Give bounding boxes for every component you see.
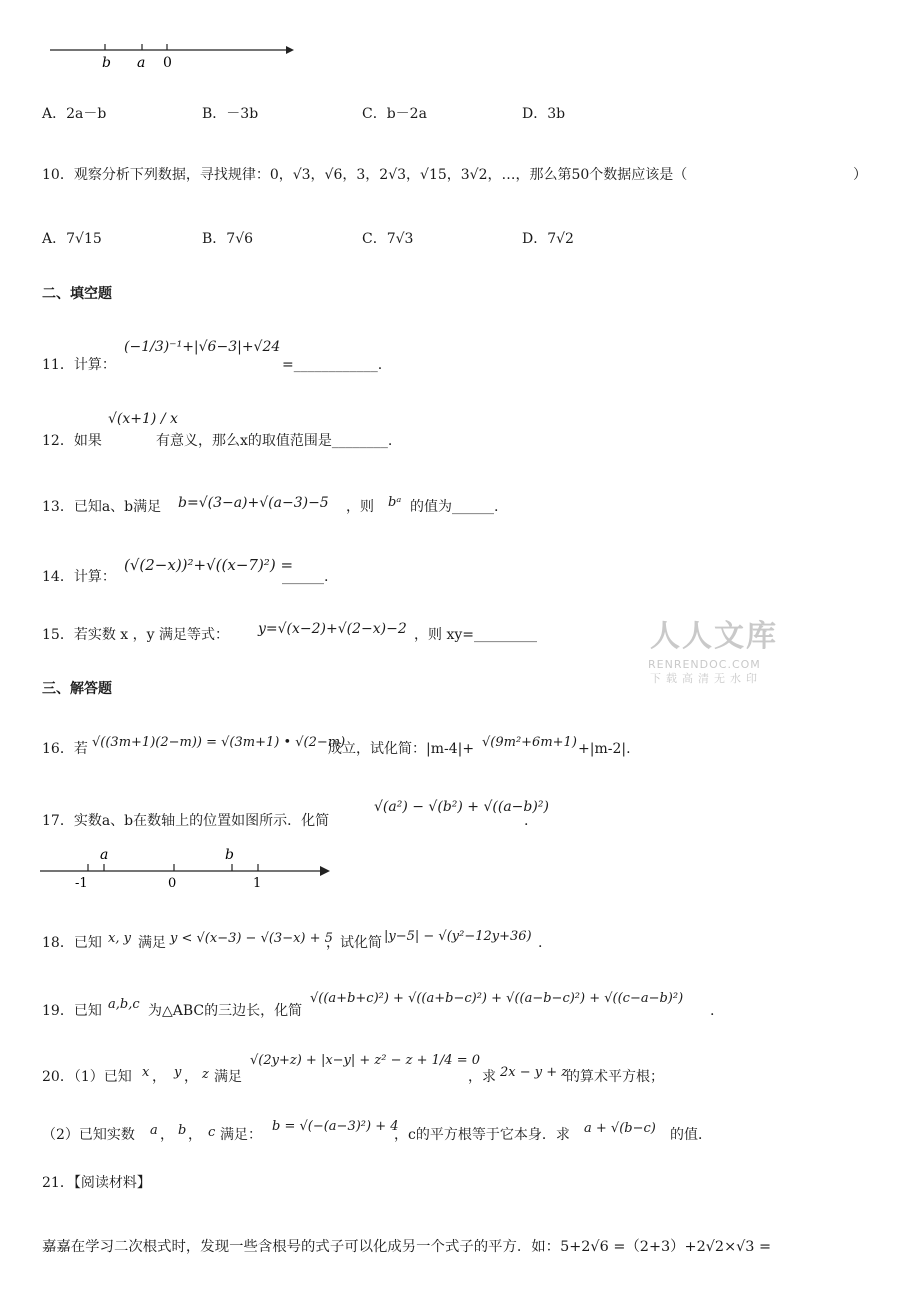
number-line-2-tick-minus1: -1 <box>75 876 88 891</box>
q20-1-var-z: z <box>202 1067 209 1082</box>
q19-expression: √((a+b+c)²) + √((a+b−c)²) + √((a−b−c)²) + √((c−a−b)²) <box>310 991 684 1006</box>
number-line-1-label-a: a <box>137 55 146 71</box>
q20-1-condition: √(2y+z) + |x−y| + z² − z + 1/4 = 0 <box>250 1053 481 1068</box>
q20-1-expression: 2x − y + z <box>500 1065 569 1080</box>
q21-paragraph: 嘉嘉在学习二次根式时，发现一些含根号的式子可以化成另一个式子的平方．如：5+2√6 =（2+3）+2√2×√3 = <box>42 1239 772 1255</box>
q20-2-mid: ，c的平方根等于它本身．求 <box>394 1127 570 1143</box>
q16-mid: 成立，试化简：|m-4|+ <box>328 741 475 757</box>
q12-number: 12．如果 <box>42 433 102 449</box>
number-line-1-label-b: b <box>102 55 111 71</box>
q21-title: 21．【阅读材料】 <box>42 1175 151 1191</box>
q18-tail: . <box>538 935 543 951</box>
q18-condition: y < √(x−3) − √(3−x) + 5 <box>170 931 333 946</box>
number-line-2-tick-0: 0 <box>168 876 177 891</box>
q16-expression: √((3m+1)(2−m)) = √(3m+1) • √(2−m) <box>92 735 346 750</box>
number-line-2-point-b: b <box>225 847 234 863</box>
q10-stem: 10．观察分析下列数据，寻找规律：0，√3，√6，3，2√3，√15，3√2，…，那么第50个数据应该是（ <box>42 167 688 183</box>
q20-2-expression: a + √(b−c) <box>584 1121 656 1136</box>
q20-2-condition: b = √(−(a−3)²) + 4 <box>272 1119 399 1134</box>
q17-tail: . <box>524 813 529 829</box>
q16-number: 16．若 <box>42 741 88 757</box>
watermark-slogan: 下载高清无水印 <box>650 672 762 685</box>
q20-1-number: 20．（1）已知 <box>42 1069 132 1085</box>
q18-satisfy: 满足 <box>138 935 166 951</box>
document-page: b a 0 A．2a－b B．－3b C．b－2a D．3b 10．观察分析下列数据，寻找规律：0，√3，√6，3，2√3，√15，3√2，…，那么第50个数据应该是（ ） A．7√15 B．7√6 C．7√3 D．7√2 二、填空题 11．计算： (−1/3)⁻¹+|√6−3|+√24 =____________. 12．如果 √(x+1) / x 有意义，那么x的取值范围是________. 13．已知a、b满足 b=√(3−a)+√(a−3)−5 ，则 bᵃ 的值为______. 14．计算： (√(2−x))²+√((x−7)²) = ______. 15．若实数 x ，y 满足等式： y=√(x−2)+√(2−x)−2 ，则 xy=_________ 人人文库 RENRENDOC.COM 下载高清无水印 三、解答题 16．若 √((3m+1)(2−m)) = √(3m+1) • √(2−m) 成立，试化简：|m-4|+ √(9m²+6m+1) +|m-2|. 17．实数a、b在数轴上的位置如图所示．化简 √(a²) − √(b²) + √((a−b)²) . a b -1 0 1 18．已知 x, y 满足 y < √(x−3) − √(3−x) + 5 ，试化简 |y−5| − √(y²−12y+36) . 19．已知 a,b,c 为△ABC的三边长，化简 √((a+b+c)²) + √((a+b−c)²) + √((a−b−c)²) + √((c−a−b)²) . 20．（1）已知 x ， y ， z 满足 √(2y+z) + |x−y| + z² − z + 1/4 = 0 ，求 2x − y + z 的算术平方根； （2）已知实数 a ， b ， c 满足： b = √(−(a−3)²) + 4 ，c的平方根等于它本身．求 a + √(b−c) 的值． 21．【阅读材料】 嘉嘉在学习二次根式时，发现一些含根号的式子可以化成另一个式子的平方．如：5+2√6 =（2+3）+2√2×√3 = <box>0 0 920 1302</box>
q9-option-a: A．2a－b <box>42 106 107 122</box>
q10-option-c: C．7√3 <box>362 231 414 247</box>
q13-number: 13．已知a、b满足 <box>42 499 162 515</box>
q11-number: 11．计算： <box>42 357 116 373</box>
q13-answer-blank: 的值为______. <box>410 499 499 515</box>
q13-then: ，则 <box>346 499 374 515</box>
q18-number: 18．已知 <box>42 935 102 951</box>
q13-power: bᵃ <box>388 495 402 510</box>
q12-answer-blank: 有意义，那么x的取值范围是________. <box>156 433 393 449</box>
section-heading-fill-blank: 二、填空题 <box>42 286 112 302</box>
q20-2-satisfy: 满足： <box>220 1127 262 1143</box>
q15-answer-blank: ，则 xy=_________ <box>414 627 537 643</box>
number-line-1 <box>40 38 300 74</box>
q20-2-number: （2）已知实数 <box>42 1127 135 1143</box>
q10-paren-close: ） <box>853 167 867 183</box>
q14-answer-blank: ______. <box>282 569 329 585</box>
q19-number: 19．已知 <box>42 1003 102 1019</box>
q17-expression: √(a²) − √(b²) + √((a−b)²) <box>374 799 549 815</box>
q12-expression: √(x+1) / x <box>108 411 178 427</box>
q18-vars: x, y <box>108 931 131 946</box>
number-line-1-label-0: 0 <box>163 55 172 71</box>
number-line-2 <box>36 845 336 891</box>
q10-option-a: A．7√15 <box>42 231 102 247</box>
q17-number: 17．实数a、b在数轴上的位置如图所示．化简 <box>42 813 330 829</box>
q18-simplify: ，试化简 <box>326 935 382 951</box>
q19-vars: a,b,c <box>108 997 140 1012</box>
q20-2-tail: 的值． <box>670 1127 712 1143</box>
q11-expression: (−1/3)⁻¹+|√6−3|+√24 <box>124 339 281 355</box>
q11-answer-blank: =____________. <box>282 357 383 373</box>
number-line-2-tick-1: 1 <box>253 876 262 891</box>
q14-number: 14．计算： <box>42 569 116 585</box>
q20-1-tail: 的算术平方根； <box>566 1069 664 1085</box>
q14-expression: (√(2−x))²+√((x−7)²) = <box>124 556 294 574</box>
q9-option-c: C．b－2a <box>362 106 427 122</box>
q10-option-d: D．7√2 <box>522 231 574 247</box>
q16-tail: +|m-2|. <box>578 741 631 757</box>
q18-expression: |y−5| − √(y²−12y+36) <box>384 929 532 944</box>
q15-number: 15．若实数 x ，y 满足等式： <box>42 627 229 643</box>
q20-2-var-a: a <box>150 1123 158 1138</box>
watermark-title: 人人文库 <box>650 619 778 654</box>
q9-option-b: B．－3b <box>202 106 259 122</box>
q20-1-satisfy: 满足 <box>214 1069 242 1085</box>
number-line-2-point-a: a <box>100 847 109 863</box>
q15-expression: y=√(x−2)+√(2−x)−2 <box>258 621 407 637</box>
q13-expression: b=√(3−a)+√(a−3)−5 <box>178 495 329 511</box>
q9-option-d: D．3b <box>522 106 566 122</box>
q16-expression-2: √(9m²+6m+1) <box>482 735 577 750</box>
q20-2-var-b: b <box>178 1123 187 1138</box>
q19-mid: 为△ABC的三边长，化简 <box>148 1003 303 1019</box>
q19-tail: . <box>710 1003 715 1019</box>
q20-2-var-c: c <box>208 1125 216 1140</box>
q20-1-find: ，求 <box>468 1069 496 1085</box>
q20-1-var-y: y <box>174 1065 182 1080</box>
q20-1-var-x: x <box>142 1065 150 1080</box>
q10-option-b: B．7√6 <box>202 231 254 247</box>
section-heading-solve: 三、解答题 <box>42 681 112 697</box>
watermark-site: RENRENDOC.COM <box>648 658 761 671</box>
